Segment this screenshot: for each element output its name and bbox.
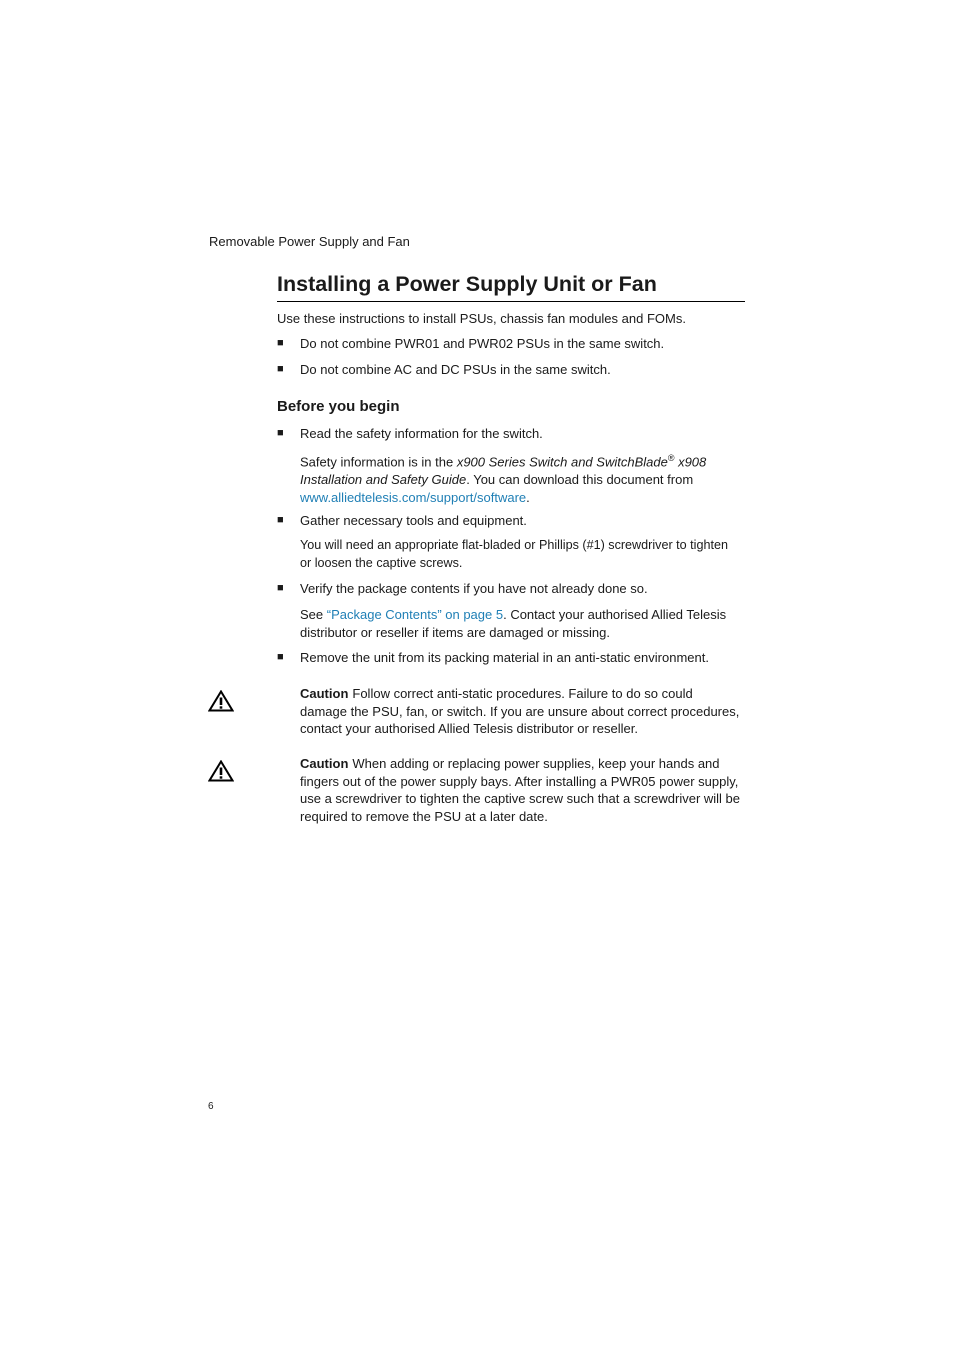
caution-label: Caution bbox=[300, 756, 349, 771]
caution-text: Follow correct anti-static procedures. Failure to do so could bbox=[352, 686, 693, 701]
caution-text: When adding or replacing power supplies, keep your hands and bbox=[352, 756, 720, 771]
caution-text: required to remove the PSU at a later date. bbox=[300, 808, 548, 824]
list-item: Remove the unit from its packing material in an anti-static environment. bbox=[300, 650, 709, 665]
bullet-glyph: ■ bbox=[277, 427, 284, 439]
guide-title: x908 bbox=[674, 454, 707, 470]
caution-label: Caution bbox=[300, 686, 349, 701]
package-contents-link[interactable]: “Package Contents” on page 5 bbox=[326, 607, 504, 622]
text-run: or loosen the captive screws. bbox=[300, 555, 463, 570]
page-title: Installing a Power Supply Unit or Fan bbox=[277, 270, 745, 302]
bullet-glyph: ■ bbox=[277, 651, 284, 663]
text-run: . Contact your authorised Allied Telesis bbox=[503, 607, 727, 622]
list-item: Gather necessary tools and equipment. bbox=[300, 513, 527, 528]
warning-triangle-icon bbox=[208, 760, 234, 782]
intro-text: Use these instructions to install PSUs, chassis fan modules and FOMs. bbox=[277, 311, 686, 326]
list-item: Verify the package contents if you have not already done so. bbox=[300, 581, 648, 596]
bullet-glyph: ■ bbox=[277, 363, 284, 375]
page-number: 6 bbox=[208, 1101, 214, 1112]
note-item: Do not combine AC and DC PSUs in the same switch. bbox=[300, 362, 611, 377]
list-item: Read the safety information for the switch. bbox=[300, 426, 543, 441]
text-run: . bbox=[526, 489, 530, 505]
text-run: You will need an appropriate flat-bladed or Phillips (#1) screwdriver to tighten bbox=[300, 538, 728, 552]
running-head: Removable Power Supply and Fan bbox=[209, 234, 410, 249]
text-run: distributor or reseller if items are damaged or missing. bbox=[300, 624, 610, 640]
caution-text: fingers out of the power supply bays. After installing a PWR05 power supply, bbox=[300, 773, 739, 789]
note-item: Do not combine PWR01 and PWR02 PSUs in the same switch. bbox=[300, 336, 665, 351]
bullet-glyph: ■ bbox=[277, 582, 284, 594]
text-run: See bbox=[300, 607, 327, 622]
caution-text: use a screwdriver to tighten the captive screw such that a screwdriver will be bbox=[300, 791, 741, 807]
safety-description bbox=[300, 450, 750, 506]
software-link[interactable]: www.alliedtelesis.com/support/software bbox=[300, 489, 527, 505]
warning-triangle-icon bbox=[208, 690, 234, 712]
bullet-glyph: ■ bbox=[277, 514, 284, 526]
guide-title: x900 Series Switch and SwitchBlade bbox=[456, 454, 668, 470]
caution-text: contact your authorised Allied Telesis distributor or reseller. bbox=[300, 721, 638, 737]
guide-title: Installation and Safety Guide bbox=[300, 471, 467, 487]
section-heading: Before you begin bbox=[277, 398, 400, 415]
caution-block bbox=[300, 755, 740, 825]
caution-block bbox=[300, 685, 739, 738]
caution-text: damage the PSU, fan, or switch. If you are unsure about correct procedures, bbox=[300, 703, 740, 719]
tools-description bbox=[300, 537, 728, 572]
text-run: . You can download this document from bbox=[466, 471, 694, 487]
bullet-glyph: ■ bbox=[277, 337, 284, 349]
text-run: Safety information is in the bbox=[300, 454, 457, 470]
registered-mark: ® bbox=[667, 453, 675, 463]
verify-description bbox=[300, 606, 726, 641]
